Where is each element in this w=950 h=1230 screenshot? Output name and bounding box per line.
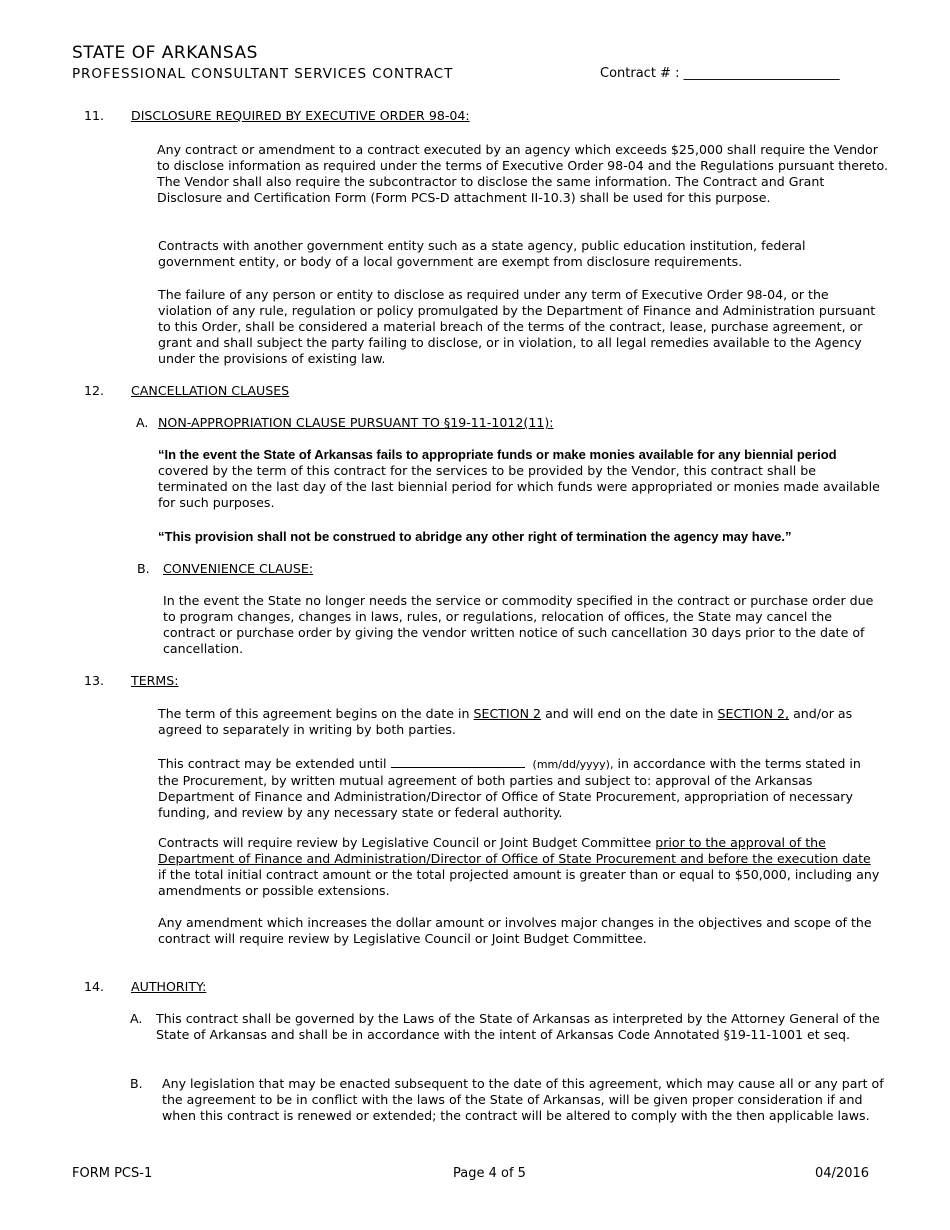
contract-title: PROFESSIONAL CONSULTANT SERVICES CONTRACT	[72, 66, 454, 82]
section-12a-text: covered by the term of this contract for the services to be provided by the Vendor, this contract shall be terminated on the last day of the last biennial period for which funds were appropriated or monies made available for such purposes.	[158, 463, 880, 510]
section-13-paragraph-3	[158, 835, 882, 899]
section-13-paragraph-2	[158, 754, 870, 821]
section-13-number: 13.	[84, 673, 105, 688]
section-13-paragraph-4: Any amendment which increases the dollar amount or involves major changes in the objectives and scope of the contract will require review by Legislative Council or Joint Budget Committee.	[158, 915, 872, 946]
section-14a-letter: A.	[130, 1011, 143, 1026]
section-11-paragraph-2: Contracts with another government entity such as a state agency, public education institution, federal government entity, or body of a local government are exempt from disclosure requirements.	[158, 238, 806, 269]
footer-revision-date: 04/2016	[815, 1166, 870, 1181]
section-14b-letter: B.	[130, 1076, 143, 1091]
section-11-heading: DISCLOSURE REQUIRED BY EXECUTIVE ORDER 98-04:	[131, 108, 470, 123]
section-12a-bold-opening: “In the event the State of Arkansas fails to appropriate funds or make monies available for any biennial period	[158, 447, 837, 462]
section-12b-heading: CONVENIENCE CLAUSE:	[163, 561, 314, 576]
section-13-p1-text-c: and/or as agreed to separately in writing by both parties.	[158, 706, 853, 737]
section-14a-text: This contract shall be governed by the Laws of the State of Arkansas as interpreted by the Attorney General of the State of Arkansas and shall be in accordance with the intent of Arkansas Code Annotated §19-11-1001 et seq.	[156, 1011, 880, 1042]
section-12-number: 12.	[84, 383, 105, 398]
section-11-paragraph-3: The failure of any person or entity to disclose as required under any term of Executive Order 98-04, or the violation of any rule, regulation or policy promulgated by the Department of Finance and Administration pursuant to this Order, shall be considered a material breach of the terms of the contract, lease, purchase agreement, or grant and shall subject the party failing to disclose, or in violation, to all legal remedies available to the Agency under the provisions of existing law.	[158, 287, 876, 366]
document-state-title: STATE OF ARKANSAS	[72, 43, 258, 63]
section-13-p1-text-b: and will end on the date in	[541, 706, 718, 721]
section-14-number: 14.	[84, 979, 105, 994]
footer-form-id: FORM PCS-1	[72, 1166, 153, 1181]
section-12b-text: In the event the State no longer needs the service or commodity specified in the contract or purchase order due to program changes, changes in laws, rules, or regulations, relocation of offices, the State may cancel the contract or purchase order by giving the vendor written notice of such cancellation 30 days prior to the date of cancellation.	[163, 593, 874, 656]
section-13-p3-text-b: if the total initial contract amount or the total projected amount is greater than or equal to $50,000, including any amendments or possible extensions.	[158, 867, 880, 898]
section-14-heading: AUTHORITY:	[131, 979, 207, 994]
section-12a-heading: NON-APPROPRIATION CLAUSE PURSUANT TO §19-11-1012(11):	[158, 415, 554, 430]
section-13-paragraph-1	[158, 706, 888, 738]
section-2-reference: SECTION 2	[473, 706, 542, 721]
contract-number-field	[600, 66, 840, 82]
footer-page-number: Page 4 of 5	[453, 1166, 526, 1181]
section-12-heading: CANCELLATION CLAUSES	[131, 383, 290, 398]
contract-number-blank: ________________________	[683, 66, 840, 81]
section-13-p2-text-a: This contract may be extended until	[158, 756, 391, 771]
section-13-p2-text-b: in accordance with the terms stated in the Procurement, by written mutual agreement of both parties and subject to: approval of the Arkansas Department of Finance and Administration/Director of Office of State Procurement, appropriation of necessary funding, and review by any necessary state or federal authority.	[158, 756, 861, 820]
section-12a-bold-closing: “This provision shall not be construed to abridge any other right of termination the agency may have.”	[158, 529, 792, 544]
section-14b-text: Any legislation that may be enacted subsequent to the date of this agreement, which may cause all or any part of the agreement to be in conflict with the laws of the State of Arkansas, will be given proper consideration if and when this contract is renewed or extended; the contract will be altered to comply with the then applicable laws.	[162, 1076, 884, 1123]
section-13-p3-underlined: prior to the approval of the Department of Finance and Administration/Director of Office of State Procurement and before the execution date	[158, 835, 871, 866]
contract-number-label: Contract # :	[600, 66, 680, 81]
section-13-p1-text-a: The term of this agreement begins on the date in	[158, 706, 474, 721]
section-11-number: 11.	[84, 108, 105, 123]
section-12a-letter: A.	[136, 415, 149, 430]
section-13-p3-text-a: Contracts will require review by Legislative Council or Joint Budget Committee	[158, 835, 656, 850]
extension-date-blank[interactable]	[391, 754, 525, 768]
section-12b-letter: B.	[137, 561, 150, 576]
section-13-heading: TERMS:	[131, 673, 179, 688]
date-format-hint: (mm/dd/yyyy),	[532, 758, 614, 771]
section-2-reference-end: SECTION 2,	[717, 706, 790, 721]
section-11-paragraph-1: Any contract or amendment to a contract executed by an agency which exceeds $25,000 shall require the Vendor to disclose information as required under the terms of Executive Order 98-04 and the Regulations pursuant thereto. The Vendor shall also require the subcontractor to disclose the same information. The Contract and Grant Disclosure and Certification Form (Form PCS-D attachment II-10.3) shall be used for this purpose.	[157, 142, 889, 205]
